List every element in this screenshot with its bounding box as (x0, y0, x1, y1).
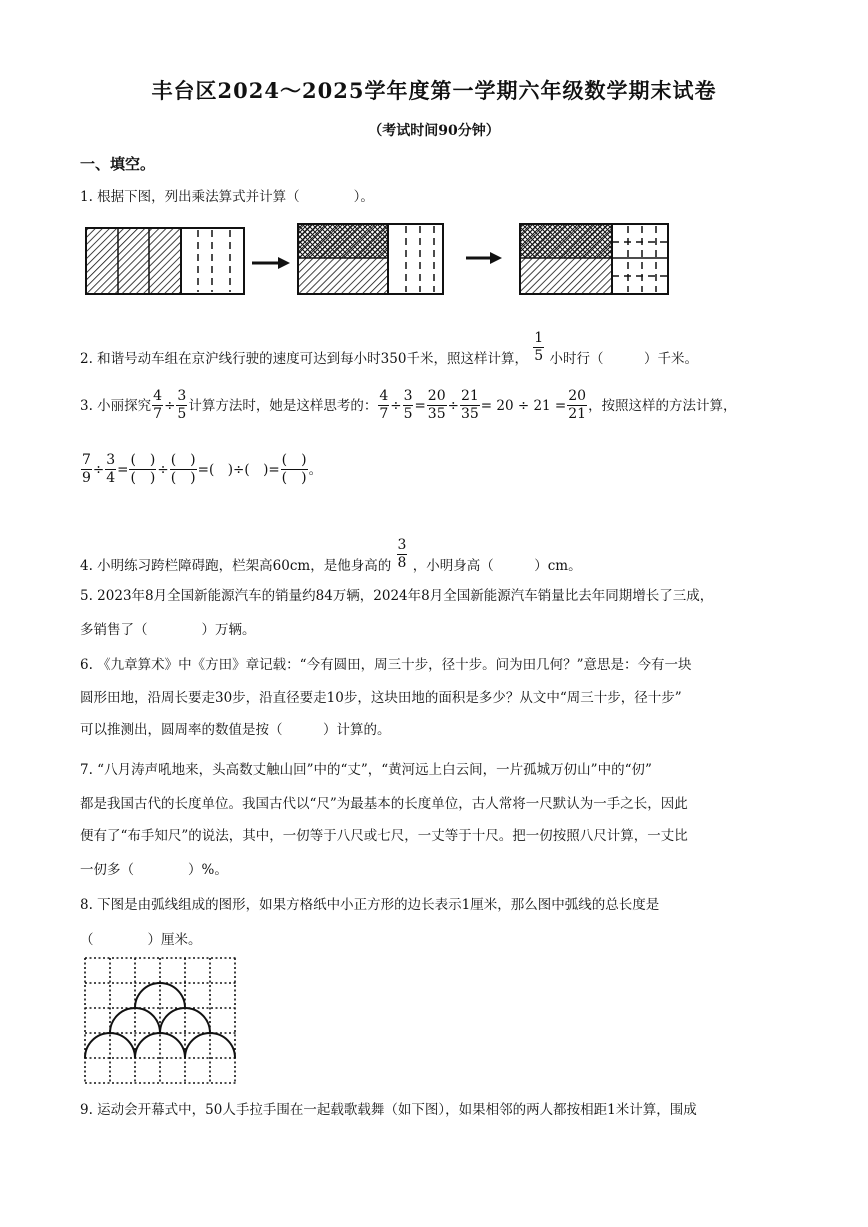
figure-panel-3 (520, 224, 668, 294)
fraction-multiplication-figure (80, 222, 790, 298)
answer-blank[interactable]: $\frac{( )}{( )}$ (130, 452, 156, 486)
answer-blank[interactable]: $\frac{( )}{( )}$ (281, 452, 307, 486)
question-3: 3. 小丽探究 $\frac{4}{7}$ ÷ $\frac{3}{5}$ 计算方法时，她是这样思考的： $\frac{4}{7}$ ÷ $\frac{3}{5}$ = $\frac{20}{35}$ ÷ $\frac{21}{35}$ = 20 ÷ 21 = $\frac{20}{21}$ ，按照这样的方法计算， (80, 388, 737, 422)
question-6-line-3: 可以推测出，圆周率的数值是按（ ）计算的。 (80, 722, 391, 738)
question-2-text: 2. 和谐号动车组在京沪线行驶的速度可达到每小时350千米，照这样计算， (80, 351, 528, 367)
figure-panel-1 (86, 228, 244, 294)
question-4: 4. 小明练习跨栏障碍跑，栏架高60cm，是他身高的 $\frac{3}{8}$ ，小明身高（ ）cm。 (80, 537, 582, 574)
answer-blank[interactable]: $\frac{( )}{( )}$ (170, 452, 196, 486)
question-1: 1. 根据下图，列出乘法算式并计算（ ）。 (80, 189, 374, 205)
figure-panel-2 (298, 224, 443, 294)
question-8-line-2: （ ）厘米。 (80, 932, 202, 948)
question-8-line-1: 8. 下图是由弧线组成的图形，如果方格纸中小正方形的边长表示1厘米，那么图中弧线的总长度是 (80, 897, 660, 913)
arc-grid-figure (82, 955, 242, 1089)
section-heading: 一、填空。 (80, 155, 156, 173)
question-6-line-1: 6. 《九章算术》中《方田》章记载：“今有圆田，周三十步，径十步。问为田几何？”意思是：今有一块 (80, 657, 692, 673)
answer-blank[interactable]: =( )÷( )= (197, 461, 280, 478)
fraction-one-fifth: $\frac{1}{5}$ (534, 330, 544, 364)
fraction-three-eighths: $\frac{3}{8}$ (397, 537, 407, 571)
question-6-line-2: 圆形田地，沿周长要走30步，沿直径要走10步，这块田地的面积是多少？从文中“周三十步，径十步” (80, 690, 682, 706)
question-7-line-1: 7. “八月涛声吼地来，头高数丈触山回”中的“丈”，“黄河远上白云间，一片孤城万仞山”中的“仞” (80, 762, 652, 778)
question-5-line-1: 5. 2023年8月全国新能源汽车的销量约84万辆，2024年8月全国新能源汽车销量比去年同期增长了三成， (80, 588, 714, 604)
question-5-line-2: 多销售了（ ）万辆。 (80, 622, 256, 638)
question-9-line-1: 9. 运动会开幕式中，50人手拉手围在一起载歌载舞（如下图），如果相邻的两人都按相距1米计算，围成 (80, 1102, 697, 1118)
question-7-line-3: 便有了“布手知尺”的说法，其中，一仞等于八尺或七尺，一丈等于十尺。把一仞按照八尺计算，一丈比 (80, 828, 688, 844)
arrow-icon (252, 257, 290, 269)
question-2 (80, 330, 698, 377)
arrow-icon (466, 252, 502, 264)
page-title: 丰台区2024～2025学年度第一学期六年级数学期末试卷 (151, 78, 717, 103)
question-2-tail: 小时行（ ）千米。 (549, 351, 698, 367)
question-7-line-4: 一仞多（ ）%。 (80, 862, 228, 878)
question-7-line-2: 都是我国古代的长度单位。我国古代以“尺”为最基本的长度单位，古人常将一尺默认为一手之长，因此 (80, 796, 688, 812)
question-3-exercise: $\frac{7}{9}$ ÷ $\frac{3}{4}$ = $\frac{( )}{( )}$ ÷ $\frac{( )}{( )}$ =( )÷( )= $\frac{( )}{( )}$ 。 (82, 452, 323, 486)
exam-time: （考试时间90分钟） (368, 123, 500, 139)
